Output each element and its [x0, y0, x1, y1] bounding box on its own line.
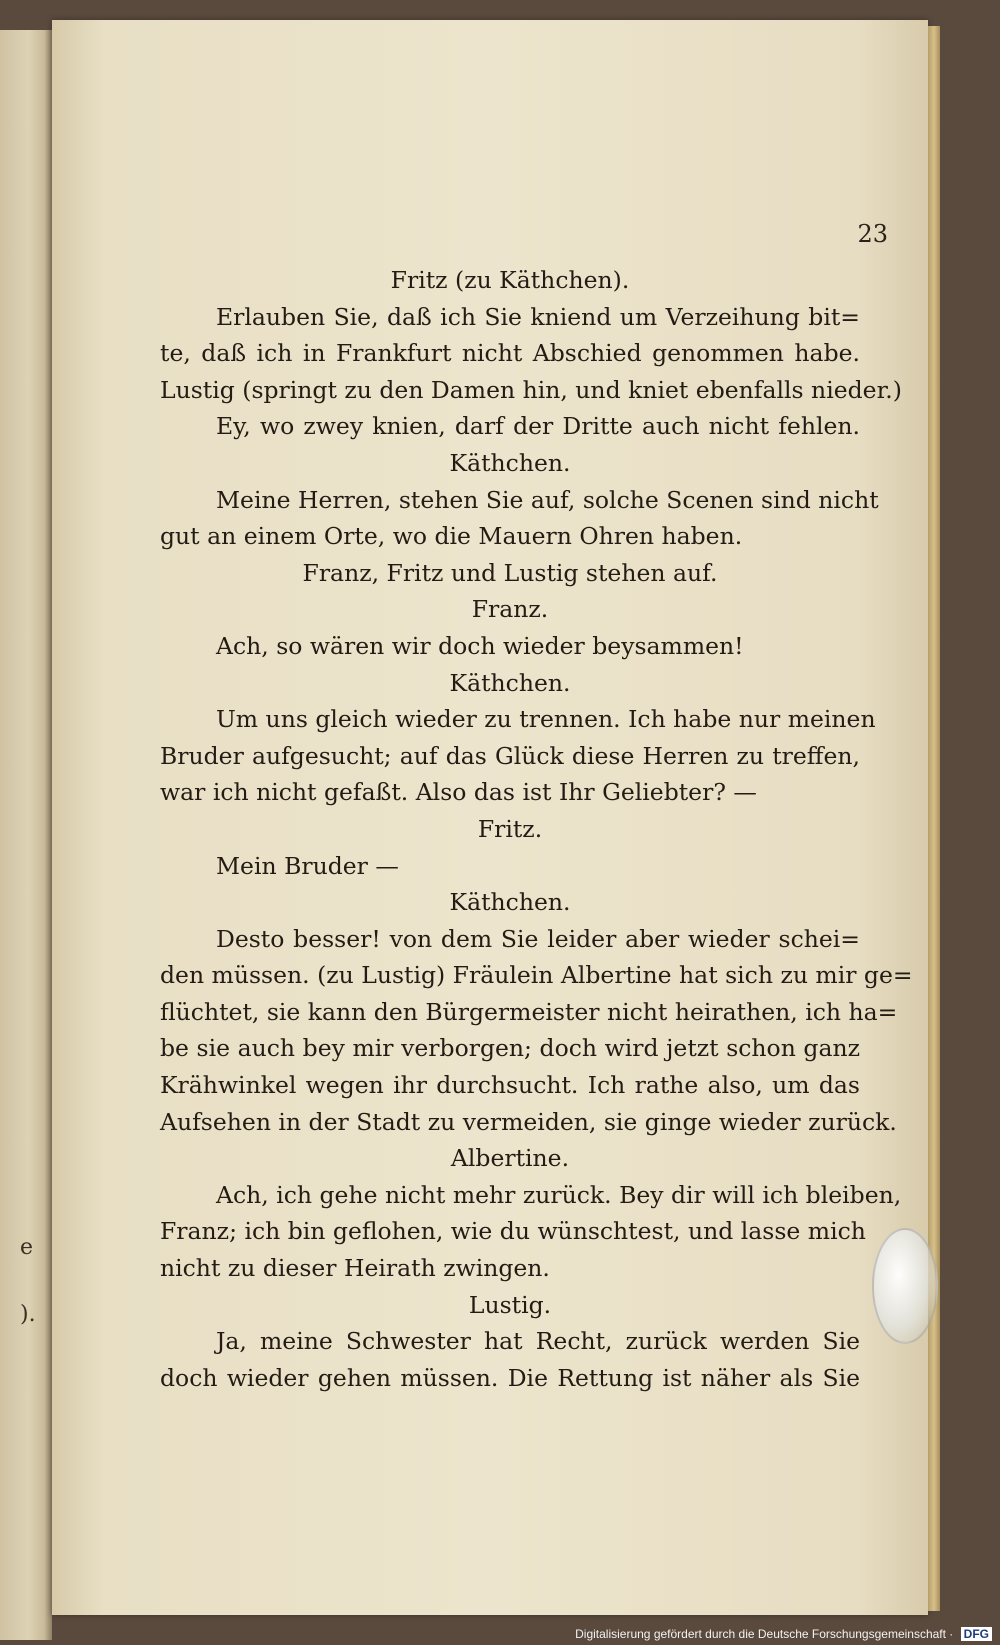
text-line: Um uns gleich wieder zu trennen. Ich habe nur meinen	[216, 705, 876, 734]
text-line: Käthchen.	[449, 448, 571, 477]
text-line: be sie auch bey mir verborgen; doch wird jetzt schon ganz	[160, 1034, 860, 1063]
text-line: Meine Herren, stehen Sie auf, solche Scenen sind nicht	[216, 485, 879, 514]
footer-credit: Digitalisierung gefördert durch die Deutsche Forschungsgemeinschaft ·	[575, 1627, 954, 1641]
text-line: Käthchen.	[449, 668, 571, 697]
text-line: Ach, ich gehe nicht mehr zurück. Bey dir will ich bleiben,	[216, 1180, 902, 1209]
left-page-mark: ).	[20, 1302, 36, 1327]
text-line: gut an einem Orte, wo die Mauern Ohren haben.	[160, 522, 743, 551]
text-line: Ja, meine Schwester hat Recht, zurück werden Sie	[216, 1327, 860, 1356]
scanner-glare	[872, 1228, 938, 1344]
text-line: Albertine.	[450, 1144, 570, 1173]
dfg-logo: DFG	[961, 1627, 992, 1641]
text-line: Lustig (springt zu den Damen hin, und kniet ebenfalls nieder.)	[160, 375, 902, 404]
page-number: 23	[857, 220, 888, 248]
text-line: Aufsehen in der Stadt zu vermeiden, sie ginge wieder zurück.	[160, 1107, 897, 1136]
text-line: Franz, Fritz und Lustig stehen auf.	[302, 558, 718, 587]
text-line: Bruder aufgesucht; auf das Glück diese Herren zu treffen,	[160, 741, 860, 770]
text-line: Ach, so wären wir doch wieder beysammen!	[216, 631, 744, 660]
text-line: Franz.	[471, 595, 549, 624]
text-line: doch wieder gehen müssen. Die Rettung ist näher als Sie	[160, 1363, 860, 1392]
page-text	[160, 262, 913, 1396]
text-line: den müssen. (zu Lustig) Fräulein Albertine hat sich zu mir ge=	[160, 961, 913, 990]
text-line: te, daß ich in Frankfurt nicht Abschied genommen habe.	[160, 339, 860, 368]
text-line: Erlauben Sie, daß ich Sie kniend um Verzeihung bit=	[216, 302, 860, 331]
text-line: Fritz (zu Käthchen).	[390, 266, 630, 294]
digitization-footer	[575, 1627, 992, 1641]
text-line: nicht zu dieser Heirath zwingen.	[160, 1254, 550, 1283]
text-line: Franz; ich bin geflohen, wie du wünschtest, und lasse mich	[160, 1217, 866, 1246]
page-stack-edge	[928, 26, 940, 1611]
text-line: Desto besser! von dem Sie leider aber wieder schei=	[216, 924, 860, 953]
book-page	[52, 20, 928, 1615]
left-page-mark: e	[20, 1235, 34, 1260]
text-line: war ich nicht gefaßt. Also das ist Ihr Geliebter? —	[160, 778, 757, 807]
text-line: flüchtet, sie kann den Bürgermeister nicht heirathen, ich ha=	[160, 997, 898, 1026]
text-line: Lustig.	[468, 1290, 552, 1319]
text-line: Ey, wo zwey knien, darf der Dritte auch nicht fehlen.	[216, 412, 860, 441]
left-page-edge	[0, 30, 52, 1640]
text-line: Käthchen.	[449, 888, 571, 917]
text-line: Fritz.	[477, 814, 543, 843]
text-line: Mein Bruder —	[216, 851, 399, 880]
text-line: Krähwinkel wegen ihr durchsucht. Ich rathe also, um das	[160, 1071, 860, 1100]
